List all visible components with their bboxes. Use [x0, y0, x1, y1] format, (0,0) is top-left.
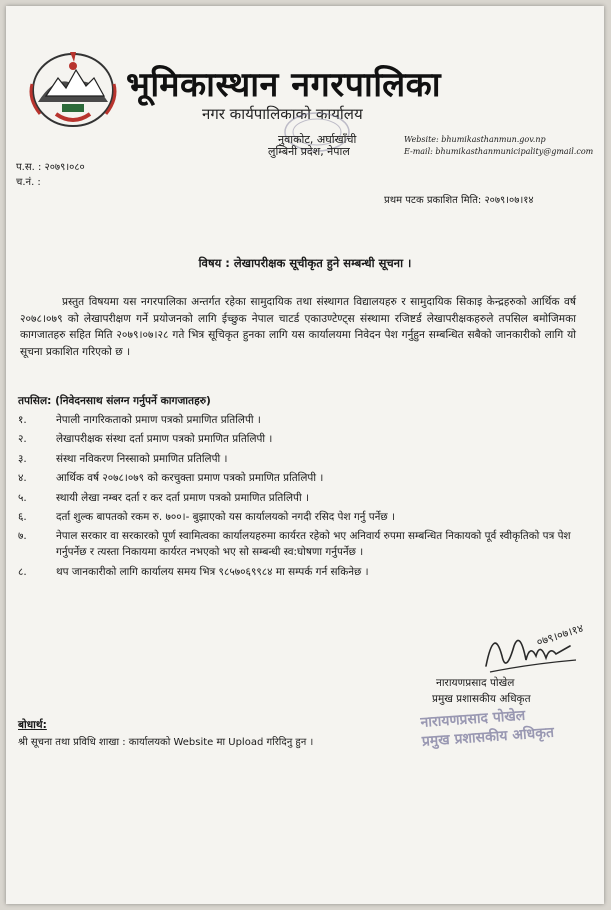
list-item-text: नेपाली नागरिकताको प्रमाण पत्रको प्रमाणित प्रतिलिपी ।	[56, 414, 261, 426]
list-item-text: संस्था नविकरण निस्साको प्रमाणित प्रतिलिपी ।	[56, 452, 228, 465]
list-item-number: ५.	[18, 491, 27, 504]
cn-number: च.नं. :	[16, 177, 41, 188]
address-line-1: नुवाकोट, अर्घाखाँची	[278, 133, 357, 146]
list-item-number: २.	[18, 433, 27, 446]
list-item	[18, 509, 583, 525]
signer-name: नारायणप्रसाद पोखेल	[436, 677, 515, 689]
document-list	[18, 412, 583, 583]
signer-title: प्रमुख प्रशासकीय अधिकृत	[432, 693, 531, 705]
list-item-text: स्थायी लेखा नम्बर दर्ता र कर दर्ता प्रमाण पत्रको प्रमाणित प्रतिलिपी ।	[56, 491, 309, 504]
list-item-text: लेखापरीक्षक संस्था दर्ता प्रमाण पत्रको प्रमाणित प्रतिलिपी ।	[56, 433, 273, 446]
list-item	[18, 490, 583, 506]
ps-number: प.स. : २०७९।०८०	[16, 162, 85, 173]
website-line: Website: bhumikasthanmun.gov.np	[404, 135, 546, 144]
email-line: E-mail: bhumikasthanmunicipality@gmail.com	[404, 147, 594, 156]
list-item-number: ८.	[18, 565, 27, 578]
list-item-number: ३.	[18, 452, 27, 465]
list-item-number: ७.	[18, 530, 27, 543]
list-item	[18, 451, 583, 467]
list-item-number: ४.	[18, 472, 27, 485]
cc-text: श्री सूचना तथा प्रविधि शाखा : कार्यालयको Website मा Upload गरिदिनु हुन ।	[18, 737, 314, 748]
list-item	[18, 564, 583, 580]
list-item-text: नेपाल सरकार वा सरकारको पूर्ण स्वामित्वका कार्यालयहरुमा कार्यरत रहेको भए अनिवार्य रुपमा सम्बन्धित निकायको पूर्व स्वीकृतिको पत्र पेश गर्नुपर्नेछ र त्यस्ता निकायमा कार्यरत नभएको भए सो सम्बन्धी स्व:घोषणा गर्नुपर्नेछ ।	[56, 530, 571, 559]
nepal-emblem-icon	[26, 44, 121, 132]
cc-label: बोधार्थ:	[18, 719, 47, 731]
list-item	[18, 412, 583, 428]
published-date: प्रथम पटक प्रकाशित मिति: २०७९।०७।१४	[384, 195, 534, 206]
svg-text:०७९।०७।१४: ०७९।०७।१४	[534, 621, 585, 649]
office-name: भूमिकास्थान नगरपालिका	[126, 65, 442, 105]
list-item-number: ६.	[18, 510, 27, 523]
reference-block	[16, 160, 85, 190]
contact-block	[404, 134, 593, 158]
body-paragraph: प्रस्तुत विषयमा यस नगरपालिका अन्तर्गत रहेका सामुदायिक तथा संस्थागत विद्यालयहरु र सामुदायिक सिकाइ केन्द्रहरुको आर्थिक वर्ष २०७८।०७९ को लेखापरीक्षण गर्ने प्रयोजनको लागि ईच्छुक नेपाल चाटर्ड एकाउण्टेण्ट्स संस्थामा रजिष्टर्ड लेखापरीक्षकहरुले तपसिल बमोजिमका कागजातहरु सहित मिति २०७९।०७।२८ गते भित्र सूचिकृत हुनका लागि यस कार्यालयमा निवेदन पेश गर्नुहुन सम्बन्धित सबैको जानकारीको लागि यो सूचना प्रकाशित गरिएको छ ।	[20, 296, 576, 358]
list-item	[18, 470, 583, 486]
document-list-heading: तपसिल: (निवेदनसाथ संलग्न गर्नुपर्ने कागजातहरु)	[18, 395, 211, 407]
notice-page	[6, 6, 604, 904]
list-item-text: थप जानकारीको लागि कार्यालय समय भित्र ९८५७०६९९८४ मा सम्पर्क गर्न सकिनेछ ।	[56, 565, 369, 578]
stamp-line-2: प्रमुख प्रशासकीय अधिकृत	[421, 724, 555, 750]
list-item-text: दर्ता शुल्क बापतको रकम रु. ७००।- बुझाएको यस कार्यालयको नगदी रसिद पेश गर्नु पर्नेछ ।	[56, 510, 395, 523]
list-item	[18, 431, 583, 447]
list-item-text: आर्थिक वर्ष २०७८।०७९ को करचुक्ता प्रमाण पत्रको प्रमाणित प्रतिलिपी ।	[56, 472, 324, 485]
subject-line: विषय : लेखापरीक्षक सूचीकृत हुने सम्बन्धी सूचना ।	[198, 256, 412, 270]
list-item	[18, 528, 583, 560]
official-stamp	[420, 705, 555, 752]
office-subtitle: नगर कार्यपालिकाको कार्यालय	[202, 105, 363, 123]
list-item-number: १.	[18, 414, 27, 426]
address-line-2: लुम्बिनी प्रदेश, नेपाल	[268, 145, 350, 158]
stamp-line-1: नारायणप्रसाद पोखेल	[420, 707, 526, 731]
